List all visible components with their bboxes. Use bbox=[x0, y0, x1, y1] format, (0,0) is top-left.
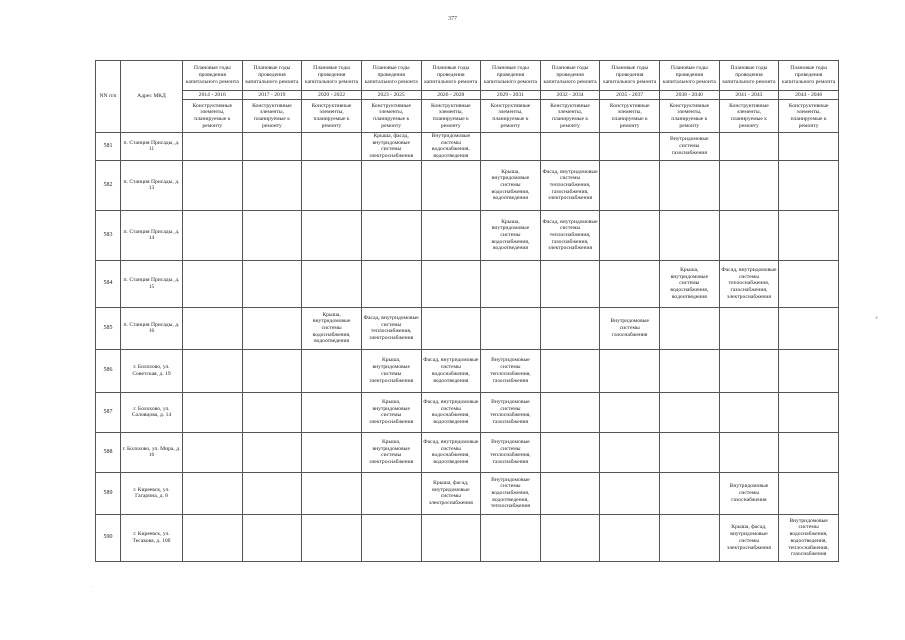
header-nn: NN п/п bbox=[96, 61, 121, 133]
repair-cell bbox=[302, 260, 362, 307]
repair-cell bbox=[242, 133, 302, 161]
repair-cell bbox=[183, 307, 243, 349]
header-period-caption: Плановые годы проведения капитального ремонта bbox=[242, 61, 302, 91]
header-elements-caption: Конструктивные элементы, планируемые к ремонту bbox=[779, 100, 839, 133]
row-number: 584 bbox=[96, 260, 121, 307]
row-address: п. Станция Присады, д. 11 bbox=[121, 133, 183, 161]
repair-cell bbox=[540, 349, 600, 392]
repair-cell bbox=[302, 349, 362, 392]
row-address: п. Станция Присады, д. 13 bbox=[121, 160, 183, 210]
margin-mark-left: · bbox=[92, 585, 94, 590]
repair-cell bbox=[779, 472, 839, 514]
margin-mark-right: + bbox=[875, 316, 879, 322]
repair-cell bbox=[242, 260, 302, 307]
page-number: 377 bbox=[448, 16, 457, 22]
repair-cell: Внутридомовые системы водоснабжения, водоотведения bbox=[421, 133, 481, 161]
repair-cell bbox=[779, 432, 839, 472]
repair-cell: Фасад, внутридомовые системы водоснабжения, водоотведения bbox=[421, 392, 481, 432]
row-address: г. Киреевск, ул. Тесакова, д. 10б bbox=[121, 514, 183, 561]
repair-cell bbox=[600, 514, 660, 561]
repair-cell bbox=[600, 260, 660, 307]
row-number: 589 bbox=[96, 472, 121, 514]
repair-cell bbox=[779, 210, 839, 260]
repair-cell bbox=[242, 160, 302, 210]
repair-cell: Крыша, внутридомовые системы водоснабжения, водоотведения bbox=[660, 260, 720, 307]
repair-cell: Внутридомовые системы водоснабжения, водоотведения, теплоснабжения, газоснабжения bbox=[779, 514, 839, 561]
repair-cell bbox=[361, 472, 421, 514]
repair-cell bbox=[600, 160, 660, 210]
repair-cell bbox=[302, 160, 362, 210]
header-period-years: 2041 - 2043 bbox=[719, 91, 779, 100]
row-address: г. Болохово, ул. Соловцова, д. 14 bbox=[121, 392, 183, 432]
header-period-years: 2023 - 2025 bbox=[361, 91, 421, 100]
repair-cell: Внутридомовые системы газоснабжения bbox=[600, 307, 660, 349]
repair-cell bbox=[421, 160, 481, 210]
table-row bbox=[96, 432, 839, 472]
repair-cell: Крыша, внутридомовые системы водоснабжения, водоотведения bbox=[302, 307, 362, 349]
repair-cell bbox=[421, 307, 481, 349]
repair-cell bbox=[719, 160, 779, 210]
header-elements-caption: Конструктивные элементы, планируемые к ремонту bbox=[719, 100, 779, 133]
repair-cell bbox=[660, 472, 720, 514]
repair-cell bbox=[183, 133, 243, 161]
table-row bbox=[96, 133, 839, 161]
repair-cell bbox=[719, 392, 779, 432]
repair-cell bbox=[540, 432, 600, 472]
repair-cell bbox=[183, 349, 243, 392]
table-row bbox=[96, 210, 839, 260]
row-address: г. Киреевск, ул. Гагарина, д. 8 bbox=[121, 472, 183, 514]
repair-cell bbox=[779, 133, 839, 161]
repair-cell bbox=[361, 514, 421, 561]
header-elements-caption: Конструктивные элементы, планируемые к ремонту bbox=[242, 100, 302, 133]
table-row bbox=[96, 349, 839, 392]
header-period-caption: Плановые годы проведения капитального ремонта bbox=[361, 61, 421, 91]
repair-cell bbox=[183, 160, 243, 210]
row-address: п. Станция Присады, д. 15 bbox=[121, 260, 183, 307]
repair-cell bbox=[660, 432, 720, 472]
repair-cell bbox=[719, 133, 779, 161]
repair-cell bbox=[183, 514, 243, 561]
header-period-years: 2038 - 2040 bbox=[660, 91, 720, 100]
repair-cell bbox=[361, 260, 421, 307]
repair-cell bbox=[242, 307, 302, 349]
repair-cell: Внутридомовые системы теплоснабжения, газоснабжения bbox=[481, 432, 541, 472]
header-elements-caption: Конструктивные элементы, планируемые к ремонту bbox=[540, 100, 600, 133]
repair-cell bbox=[600, 210, 660, 260]
repair-cell bbox=[600, 349, 660, 392]
repair-cell bbox=[183, 432, 243, 472]
repair-cell: Фасад, внутридомовые системы водоснабжения, водоотведения bbox=[421, 432, 481, 472]
repair-cell bbox=[242, 472, 302, 514]
row-address: п. Станция Присады, д. 14 bbox=[121, 210, 183, 260]
repair-cell: Фасад, внутридомовые системы теплоснабжения, газоснабжения, электроснабжения bbox=[719, 260, 779, 307]
header-period-caption: Плановые годы проведения капитального ремонта bbox=[540, 61, 600, 91]
repair-cell bbox=[660, 349, 720, 392]
row-address: г. Болохово, ул. Советская, д. 19 bbox=[121, 349, 183, 392]
header-elements-caption: Конструктивные элементы, планируемые к ремонту bbox=[600, 100, 660, 133]
header-period-caption: Плановые годы проведения капитального ремонта bbox=[481, 61, 541, 91]
repair-cell bbox=[302, 133, 362, 161]
row-number: 588 bbox=[96, 432, 121, 472]
repair-cell: Крыша, фасад, внутридомовые системы электроснабжения bbox=[421, 472, 481, 514]
row-number: 587 bbox=[96, 392, 121, 432]
table-row bbox=[96, 514, 839, 561]
repair-cell: Крыша, внутридомовые системы электроснабжения bbox=[361, 432, 421, 472]
repair-cell bbox=[660, 210, 720, 260]
row-number: 582 bbox=[96, 160, 121, 210]
header-period-years: 2026 - 2028 bbox=[421, 91, 481, 100]
header-elements-caption: Конструктивные элементы, планируемые к ремонту bbox=[361, 100, 421, 133]
table-row bbox=[96, 260, 839, 307]
repair-cell bbox=[302, 392, 362, 432]
repair-cell bbox=[242, 432, 302, 472]
repair-cell bbox=[540, 472, 600, 514]
repair-cell bbox=[242, 514, 302, 561]
repair-cell bbox=[421, 514, 481, 561]
header-period-caption: Плановые годы проведения капитального ремонта bbox=[779, 61, 839, 91]
repair-cell bbox=[540, 133, 600, 161]
repair-cell bbox=[779, 392, 839, 432]
repair-cell bbox=[183, 392, 243, 432]
header-elements-caption: Конструктивные элементы, планируемые к ремонту bbox=[421, 100, 481, 133]
repair-cell bbox=[242, 349, 302, 392]
repair-cell bbox=[719, 307, 779, 349]
repair-cell bbox=[183, 210, 243, 260]
repair-cell bbox=[421, 260, 481, 307]
header-period-years: 2014 - 2016 bbox=[183, 91, 243, 100]
row-number: 583 bbox=[96, 210, 121, 260]
repair-cell bbox=[183, 472, 243, 514]
table-row bbox=[96, 392, 839, 432]
repair-cell bbox=[540, 392, 600, 432]
repair-cell bbox=[242, 392, 302, 432]
repair-plan-table bbox=[95, 60, 839, 562]
repair-cell bbox=[361, 160, 421, 210]
row-number: 585 bbox=[96, 307, 121, 349]
header-elements-caption: Конструктивные элементы, планируемые к ремонту bbox=[660, 100, 720, 133]
table-row bbox=[96, 307, 839, 349]
repair-cell bbox=[779, 260, 839, 307]
repair-cell bbox=[242, 210, 302, 260]
repair-cell bbox=[481, 133, 541, 161]
header-period-caption: Плановые годы проведения капитального ремонта bbox=[600, 61, 660, 91]
repair-cell: Крыша, фасад, внутридомовые системы электроснабжения bbox=[361, 133, 421, 161]
header-period-years: 2017 - 2019 bbox=[242, 91, 302, 100]
repair-cell bbox=[660, 307, 720, 349]
header-period-caption: Плановые годы проведения капитального ремонта bbox=[660, 61, 720, 91]
header-elements-caption: Конструктивные элементы, планируемые к ремонту bbox=[183, 100, 243, 133]
repair-cell bbox=[660, 160, 720, 210]
repair-cell bbox=[779, 349, 839, 392]
repair-cell bbox=[779, 307, 839, 349]
header-period-caption: Плановые годы проведения капитального ремонта bbox=[421, 61, 481, 91]
repair-cell: Внутридомовые системы газоснабжения bbox=[660, 133, 720, 161]
header-period-years: 2035 - 2037 bbox=[600, 91, 660, 100]
repair-cell bbox=[481, 307, 541, 349]
repair-cell bbox=[183, 260, 243, 307]
repair-cell: Фасад, внутридомовые системы теплоснабжения, газоснабжения, электроснабжения bbox=[540, 160, 600, 210]
repair-cell bbox=[719, 349, 779, 392]
repair-cell bbox=[302, 472, 362, 514]
table-row bbox=[96, 160, 839, 210]
repair-cell bbox=[660, 392, 720, 432]
header-period-caption: Плановые годы проведения капитального ремонта bbox=[183, 61, 243, 91]
repair-cell: Внутридомовые системы теплоснабжения, газоснабжения bbox=[481, 392, 541, 432]
header-period-years: 2044 - 2046 bbox=[779, 91, 839, 100]
repair-cell: Внутридомовые системы газоснабжения bbox=[719, 472, 779, 514]
header-elements-caption: Конструктивные элементы, планируемые к ремонту bbox=[302, 100, 362, 133]
repair-cell: Крыша, фасад, внутридомовые системы электроснабжения bbox=[719, 514, 779, 561]
repair-cell: Крыша, внутридомовые системы водоснабжения, водоотведения bbox=[481, 160, 541, 210]
repair-cell: Фасад, внутридомовые системы водоснабжения, водоотведения bbox=[421, 349, 481, 392]
repair-cell bbox=[600, 392, 660, 432]
repair-cell: Внутридомовые системы теплоснабжения, газоснабжения bbox=[481, 349, 541, 392]
repair-cell bbox=[302, 514, 362, 561]
repair-cell bbox=[540, 260, 600, 307]
row-number: 581 bbox=[96, 133, 121, 161]
repair-cell bbox=[540, 514, 600, 561]
repair-cell bbox=[600, 133, 660, 161]
repair-cell bbox=[600, 472, 660, 514]
header-address: Адрес МКД bbox=[121, 61, 183, 133]
repair-cell bbox=[540, 307, 600, 349]
repair-cell bbox=[481, 260, 541, 307]
repair-cell: Фасад, внутридомовые системы теплоснабжения, электроснабжения bbox=[361, 307, 421, 349]
row-number: 586 bbox=[96, 349, 121, 392]
repair-cell bbox=[481, 514, 541, 561]
repair-cell bbox=[719, 210, 779, 260]
repair-cell: Крыша, внутридомовые системы электроснабжения bbox=[361, 349, 421, 392]
repair-cell: Фасад, внутридомовые системы теплоснабжения, газоснабжения, электроснабжения bbox=[540, 210, 600, 260]
header-period-years: 2032 - 2034 bbox=[540, 91, 600, 100]
repair-cell: Крыша, внутридомовые системы водоснабжения, водоотведения bbox=[481, 210, 541, 260]
row-number: 590 bbox=[96, 514, 121, 561]
repair-cell: Внутридомовые системы водоснабжения, водоотведения, теплоснабжения bbox=[481, 472, 541, 514]
repair-cell bbox=[660, 514, 720, 561]
repair-cell bbox=[719, 432, 779, 472]
repair-cell: Крыша, внутридомовые системы электроснабжения bbox=[361, 392, 421, 432]
repair-cell bbox=[361, 210, 421, 260]
table-row bbox=[96, 472, 839, 514]
header-period-caption: Плановые годы проведения капитального ремонта bbox=[719, 61, 779, 91]
header-elements-caption: Конструктивные элементы, планируемые к ремонту bbox=[481, 100, 541, 133]
repair-cell bbox=[302, 210, 362, 260]
row-address: п. Станция Присады, д. 16 bbox=[121, 307, 183, 349]
repair-cell bbox=[600, 432, 660, 472]
header-period-years: 2020 - 2022 bbox=[302, 91, 362, 100]
row-address: г. Болохово, ул. Мира, д. 16 bbox=[121, 432, 183, 472]
repair-cell bbox=[302, 432, 362, 472]
repair-cell bbox=[421, 210, 481, 260]
header-period-years: 2029 - 2031 bbox=[481, 91, 541, 100]
header-period-caption: Плановые годы проведения капитального ремонта bbox=[302, 61, 362, 91]
repair-cell bbox=[779, 160, 839, 210]
